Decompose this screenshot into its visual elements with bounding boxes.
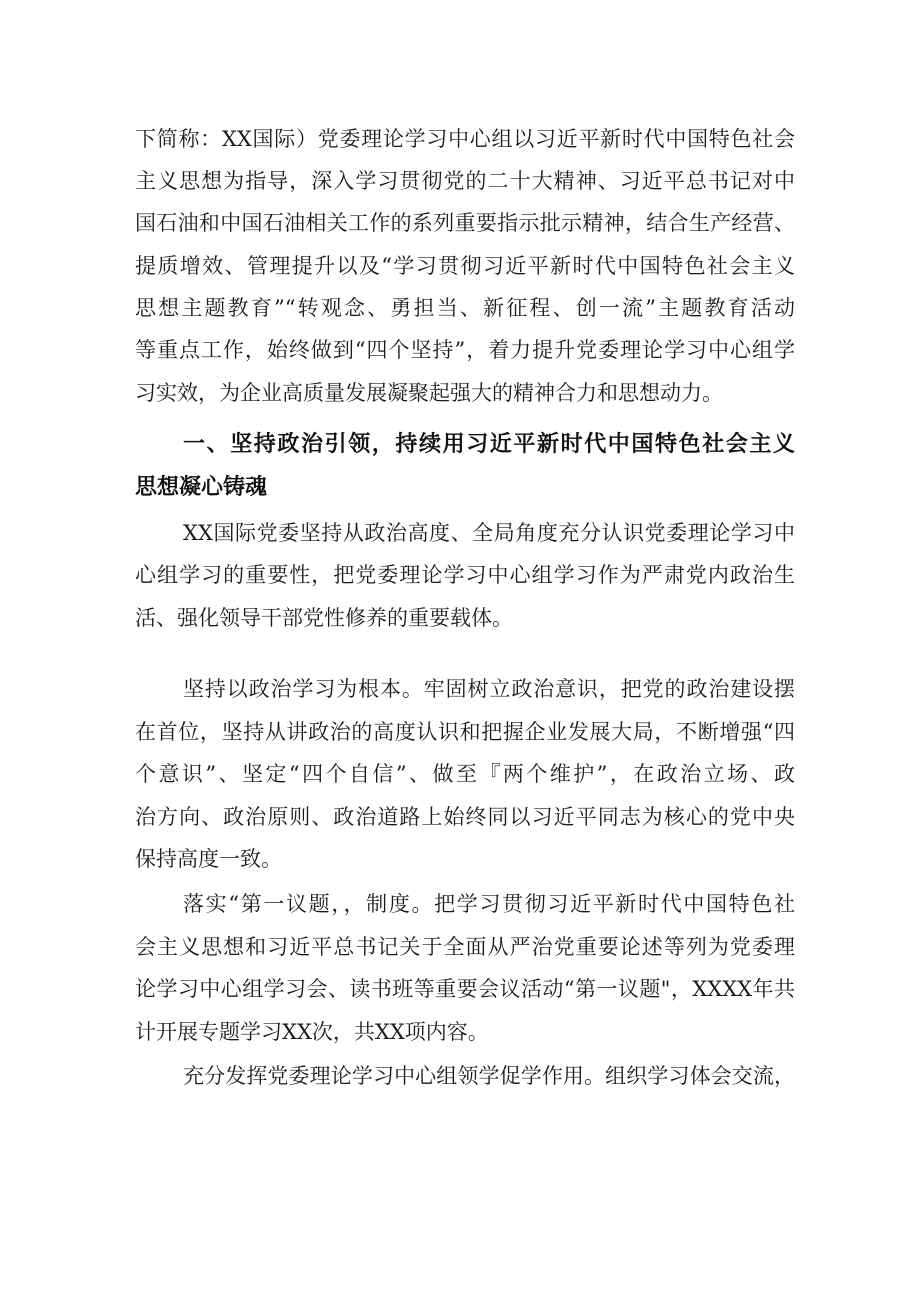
text-line: XX国际党委坚持从政治高度、全局角度充分认识党委理论学习中 [183, 521, 795, 545]
text-line: 坚持以政治学习为根本。牢固树立政治意识，把党的政治建设摆 [183, 677, 795, 701]
text-line: 保持高度一致。 [135, 847, 282, 871]
text-line: 治方向、政治原则、政治道路上始终同以习近平同志为核心的党中央 [135, 805, 795, 829]
text-line: 落实“第一议题，，制度。把学习贯彻习近平新时代中国特色社 [183, 892, 795, 916]
text-line: 思想主题教育”“转观念、勇担当、新征程、创一流”主题教育活动 [135, 296, 795, 320]
heading-line: 思想凝心铸魂 [135, 475, 268, 500]
text-line: 充分发挥党委理论学习中心组领学促学作用。组织学习体会交流， [183, 1064, 795, 1088]
text-line: 心组学习的重要性，把党委理论学习中心组学习作为严肃党内政治生 [135, 563, 795, 587]
text-line: 习实效，为企业高质量发展凝聚起强大的精神合力和思想动力。 [135, 381, 723, 405]
text-line: 等重点工作，始终做到“四个坚持”，着力提升党委理论学习中心组学 [135, 338, 795, 362]
text-line: 活、强化领导干部党性修养的重要载体。 [135, 606, 513, 630]
text-line: 在首位，坚持从讲政治的高度认识和把握企业发展大局，不断增强“四 [135, 720, 795, 744]
text-line: 下简称：XX国际）党委理论学习中心组以习近平新时代中国特色社会 [135, 127, 795, 151]
text-line: 主义思想为指导，深入学习贯彻党的二十大精神、习近平总书记对中 [135, 169, 795, 193]
text-line: 国石油和中国石油相关工作的系列重要指示批示精神，结合生产经营、 [135, 211, 795, 235]
text-line: 个意识”、坚定“四个自信”、做至『两个维护”，在政治立场、政 [135, 762, 795, 786]
heading-line: 一、坚持政治引领，持续用习近平新时代中国特色社会主义 [183, 432, 795, 457]
text-line: 提质增效、管理提升以及“学习贯彻习近平新时代中国特色社会主义 [135, 254, 795, 278]
text-line: 计开展专题学习XX次，共XX项内容。 [135, 1020, 489, 1044]
text-line: 会主义思想和习近平总书记关于全面从严治党重要论述等列为党委理 [135, 935, 795, 959]
text-line: 论学习中心组学习会、读书班等重要会议活动“第一议题"，XXXX年共 [135, 977, 795, 1001]
